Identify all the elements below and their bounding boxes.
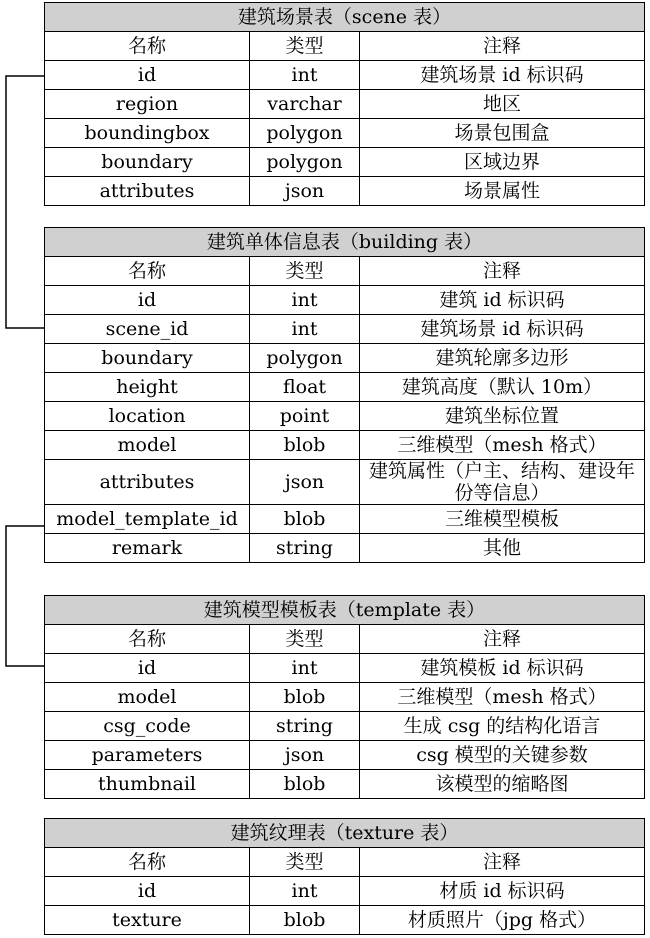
table-row — [45, 177, 645, 206]
table-row — [45, 315, 645, 344]
field-name: model — [45, 431, 250, 460]
field-type: string — [250, 534, 360, 563]
field-type: int — [250, 654, 360, 683]
building-table — [44, 227, 645, 563]
header-comment: 注释 — [360, 32, 645, 61]
header-type: 类型 — [250, 625, 360, 654]
template-header-row — [45, 625, 645, 654]
template-table — [44, 595, 645, 799]
field-comment: csg 模型的关键参数 — [360, 741, 645, 770]
table-row — [45, 877, 645, 906]
table-row — [45, 683, 645, 712]
field-name: attributes — [45, 460, 250, 505]
field-type: int — [250, 286, 360, 315]
table-row — [45, 90, 645, 119]
field-type: string — [250, 712, 360, 741]
field-name: model — [45, 683, 250, 712]
scene-table-title: 建筑场景表（scene 表） — [45, 3, 645, 32]
table-row — [45, 654, 645, 683]
table-row — [45, 119, 645, 148]
field-name: csg_code — [45, 712, 250, 741]
field-name: texture — [45, 906, 250, 935]
field-type: json — [250, 460, 360, 505]
field-comment: 建筑坐标位置 — [360, 402, 645, 431]
table-row — [45, 431, 645, 460]
scene-table — [44, 2, 645, 206]
field-comment: 三维模型模板 — [360, 505, 645, 534]
field-name: scene_id — [45, 315, 250, 344]
field-type: json — [250, 741, 360, 770]
table-row — [45, 534, 645, 563]
field-comment: 场景属性 — [360, 177, 645, 206]
header-name: 名称 — [45, 32, 250, 61]
field-comment: 建筑场景 id 标识码 — [360, 315, 645, 344]
field-name: height — [45, 373, 250, 402]
table-row — [45, 770, 645, 799]
field-comment: 建筑属性（户主、结构、建设年份等信息） — [360, 460, 645, 505]
field-comment: 建筑轮廓多边形 — [360, 344, 645, 373]
field-type: polygon — [250, 148, 360, 177]
header-name: 名称 — [45, 625, 250, 654]
scene-header-row — [45, 32, 645, 61]
header-type: 类型 — [250, 32, 360, 61]
header-type: 类型 — [250, 257, 360, 286]
building-header-row — [45, 257, 645, 286]
field-comment: 三维模型（mesh 格式） — [360, 431, 645, 460]
field-name: boundary — [45, 344, 250, 373]
field-name: id — [45, 286, 250, 315]
field-type: blob — [250, 683, 360, 712]
field-comment: 该模型的缩略图 — [360, 770, 645, 799]
field-name: parameters — [45, 741, 250, 770]
field-type: float — [250, 373, 360, 402]
table-row — [45, 344, 645, 373]
field-type: varchar — [250, 90, 360, 119]
field-name: location — [45, 402, 250, 431]
field-comment: 地区 — [360, 90, 645, 119]
field-name: id — [45, 61, 250, 90]
field-comment: 建筑场景 id 标识码 — [360, 61, 645, 90]
field-comment: 材质照片（jpg 格式） — [360, 906, 645, 935]
field-comment: 建筑模板 id 标识码 — [360, 654, 645, 683]
field-name: attributes — [45, 177, 250, 206]
building-table-title: 建筑单体信息表（building 表） — [45, 228, 645, 257]
table-row — [45, 460, 645, 505]
texture-table — [44, 818, 645, 935]
field-type: polygon — [250, 344, 360, 373]
field-type: blob — [250, 505, 360, 534]
field-type: int — [250, 61, 360, 90]
table-row — [45, 148, 645, 177]
field-comment: 场景包围盒 — [360, 119, 645, 148]
table-row — [45, 61, 645, 90]
field-comment: 其他 — [360, 534, 645, 563]
header-comment: 注释 — [360, 848, 645, 877]
table-row — [45, 712, 645, 741]
table-row — [45, 741, 645, 770]
field-comment: 区域边界 — [360, 148, 645, 177]
field-type: json — [250, 177, 360, 206]
field-comment: 建筑高度（默认 10m） — [360, 373, 645, 402]
header-comment: 注释 — [360, 257, 645, 286]
field-name: id — [45, 877, 250, 906]
field-name: id — [45, 654, 250, 683]
field-type: blob — [250, 770, 360, 799]
header-comment: 注释 — [360, 625, 645, 654]
field-name: boundingbox — [45, 119, 250, 148]
template-table-title: 建筑模型模板表（template 表） — [45, 596, 645, 625]
field-comment: 生成 csg 的结构化语言 — [360, 712, 645, 741]
field-type: point — [250, 402, 360, 431]
table-row — [45, 286, 645, 315]
field-name: thumbnail — [45, 770, 250, 799]
header-name: 名称 — [45, 848, 250, 877]
header-type: 类型 — [250, 848, 360, 877]
table-row — [45, 906, 645, 935]
field-type: int — [250, 315, 360, 344]
table-row — [45, 505, 645, 534]
field-name: region — [45, 90, 250, 119]
scene-id-to-building-scene-id-link — [6, 76, 44, 328]
table-row — [45, 402, 645, 431]
field-type: blob — [250, 431, 360, 460]
field-type: blob — [250, 906, 360, 935]
field-comment: 材质 id 标识码 — [360, 877, 645, 906]
table-row — [45, 373, 645, 402]
field-name: model_template_id — [45, 505, 250, 534]
field-comment: 建筑 id 标识码 — [360, 286, 645, 315]
header-name: 名称 — [45, 257, 250, 286]
field-type: polygon — [250, 119, 360, 148]
field-comment: 三维模型（mesh 格式） — [360, 683, 645, 712]
texture-header-row — [45, 848, 645, 877]
field-name: boundary — [45, 148, 250, 177]
building-template-id-to-template-id-link — [6, 526, 44, 666]
field-type: int — [250, 877, 360, 906]
field-name: remark — [45, 534, 250, 563]
texture-table-title: 建筑纹理表（texture 表） — [45, 819, 645, 848]
